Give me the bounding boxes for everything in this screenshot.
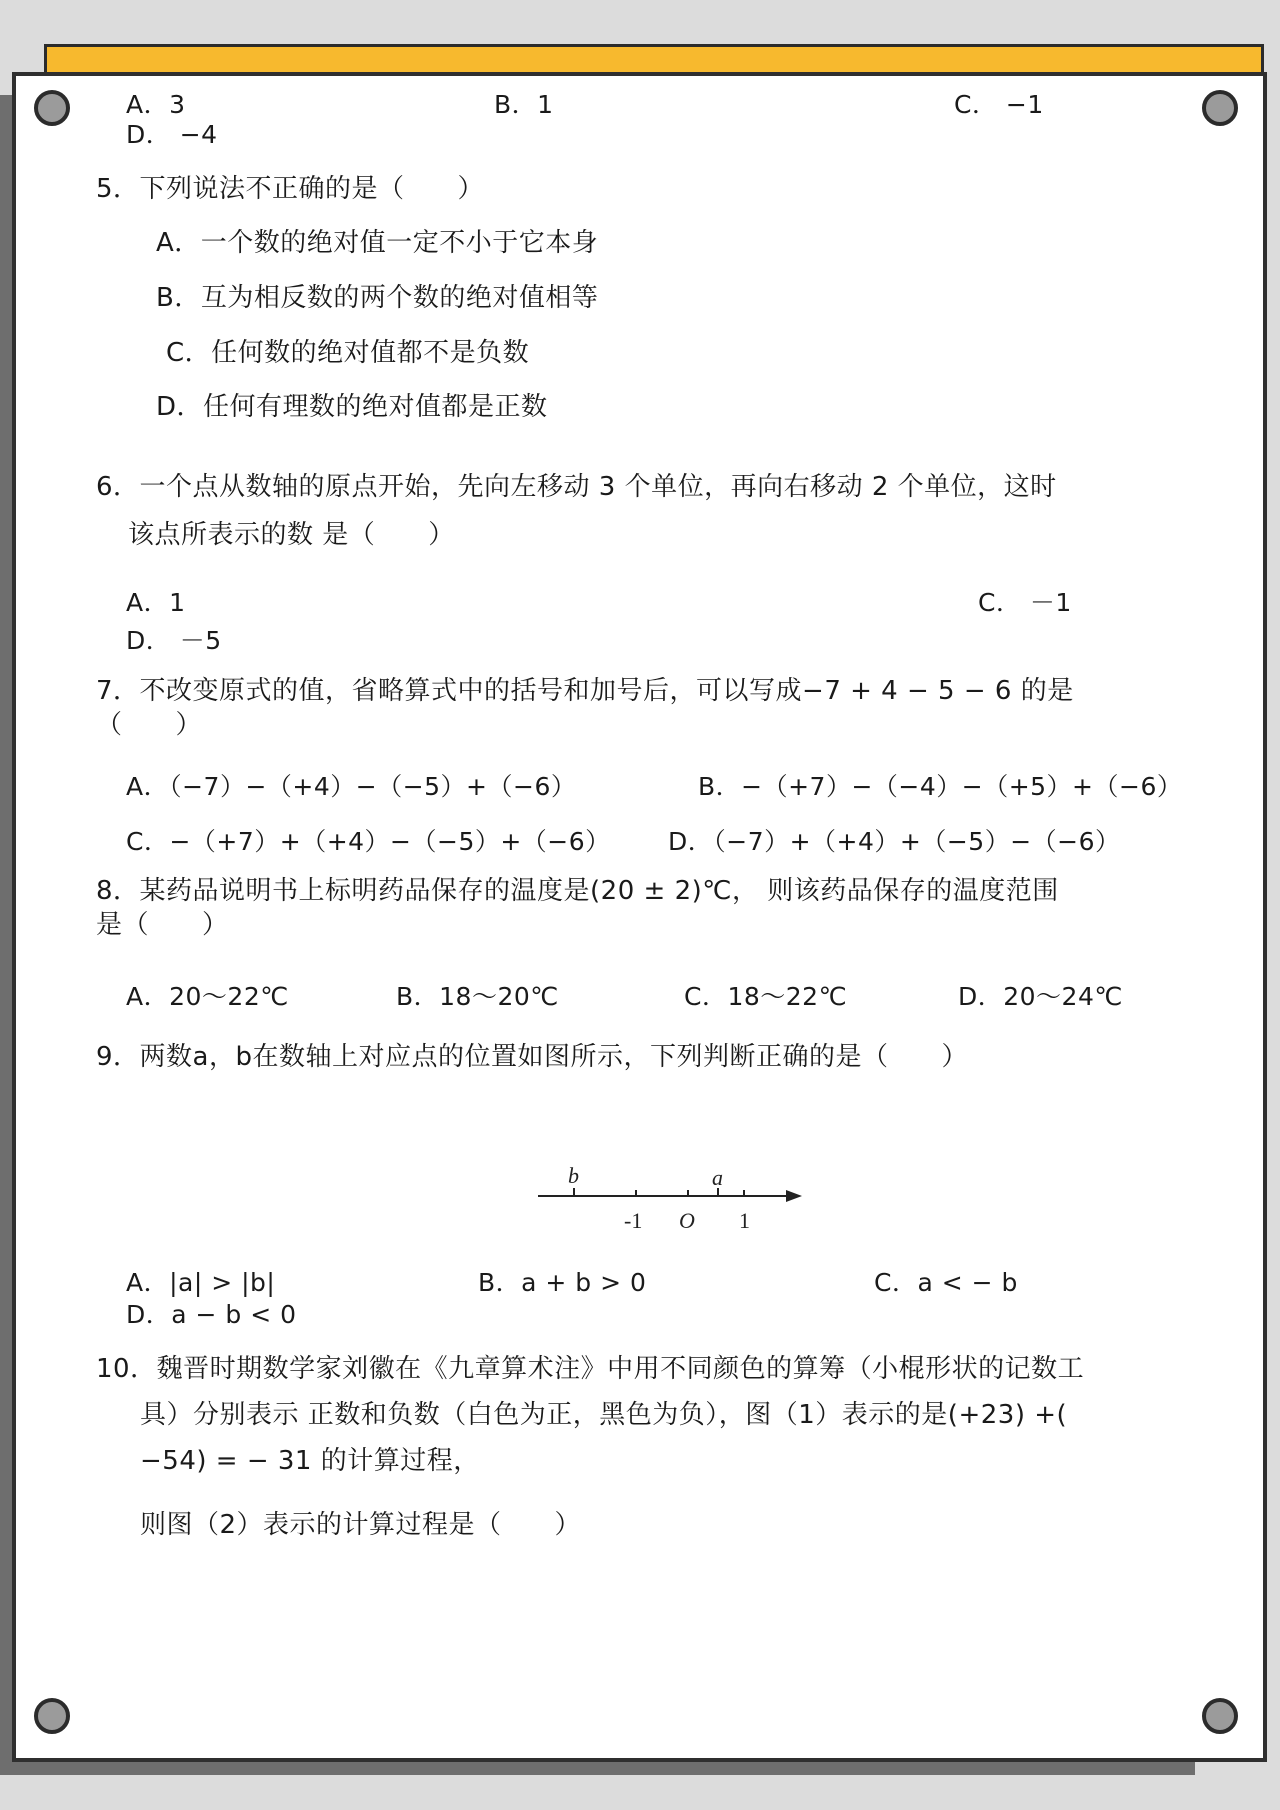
q8-stem-line1: 8．某药品说明书上标明药品保存的温度是(20 ± 2)℃， 则该药品保存的温度范围	[96, 876, 1059, 906]
pin-top-right-icon	[1202, 90, 1238, 126]
q10-stem-line2: 具）分别表示 正数和负数（白色为正，黑色为负），图（1）表示的是(+23) +(	[140, 1400, 1068, 1430]
q7-option-c: C．−（+7）+（+4）−（−5）+（−6）	[126, 827, 611, 856]
q5-option-d: D．任何有理数的绝对值都是正数	[156, 392, 548, 422]
pin-bottom-left-icon	[34, 1698, 70, 1734]
q8-option-a: A．20～22℃	[126, 982, 289, 1011]
q4-option-c: C． −1	[954, 90, 1044, 119]
q6-option-d: D． －5	[126, 626, 222, 655]
q7-option-d: D．（−7）+（+4）+（−5）−（−6）	[668, 827, 1121, 856]
q8-option-c: C．18～22℃	[684, 982, 848, 1011]
q9-option-a: A．|a| > |b|	[126, 1268, 276, 1297]
pin-bottom-right-icon	[1202, 1698, 1238, 1734]
number-line-arrow-icon	[786, 1190, 802, 1202]
q10-stem-line3: −54) = − 31 的计算过程，	[140, 1446, 480, 1476]
q4-option-b: B．1	[494, 90, 554, 119]
q6-option-c: C． －1	[978, 588, 1072, 617]
q9-option-c: C．a < − b	[874, 1268, 1018, 1297]
q9-option-d: D．a − b < 0	[126, 1300, 297, 1329]
q5-option-c: C．任何数的绝对值都不是负数	[166, 338, 530, 368]
q10-stem-line1: 10．魏晋时期数学家刘徽在《九章算术注》中用不同颜色的算筹（小棍形状的记数工	[96, 1354, 1085, 1384]
tick-label-one: 1	[739, 1208, 750, 1233]
tick-label-minus-one: -1	[624, 1208, 643, 1233]
point-label-b: b	[568, 1166, 579, 1188]
q9-option-b: B．a + b > 0	[478, 1268, 647, 1297]
q7-stem-line1: 7．不改变原式的值，省略算式中的括号和加号后，可以写成−7 + 4 − 5 − 6 的是	[96, 676, 1074, 706]
q5-stem: 5．下列说法不正确的是（ ）	[96, 174, 485, 204]
pin-top-left-icon	[34, 90, 70, 126]
q4-option-d: D． −4	[126, 120, 218, 149]
q9-stem: 9．两数a，b在数轴上对应点的位置如图所示，下列判断正确的是（ ）	[96, 1042, 968, 1072]
q8-stem-line2: 是（ ）	[96, 910, 229, 940]
q5-option-a: A．一个数的绝对值一定不小于它本身	[156, 228, 599, 258]
q7-option-a: A．（−7）−（+4）−（−5）+（−6）	[126, 772, 577, 801]
q6-stem-line1: 6．一个点从数轴的原点开始，先向左移动 3 个单位，再向右移动 2 个单位，这时	[96, 472, 1057, 502]
q7-stem-line2: （ ）	[96, 710, 203, 740]
q8-option-d: D．20～24℃	[958, 982, 1123, 1011]
number-line-diagram	[536, 1166, 806, 1246]
q6-stem-line2: 该点所表示的数 是（ ）	[128, 520, 455, 550]
q5-option-b: B．互为相反数的两个数的绝对值相等	[156, 283, 599, 313]
q8-option-b: B．18～20℃	[396, 982, 559, 1011]
q4-option-a: A．3	[126, 90, 186, 119]
q7-option-b: B．−（+7）−（−4）−（+5）+（−6）	[698, 772, 1183, 801]
q6-option-a: A．1	[126, 588, 186, 617]
exam-paper	[12, 72, 1267, 1762]
q10-stem-line4: 则图（2）表示的计算过程是（ ）	[140, 1510, 582, 1540]
point-label-a: a	[712, 1166, 723, 1190]
tick-label-origin: O	[679, 1208, 695, 1233]
